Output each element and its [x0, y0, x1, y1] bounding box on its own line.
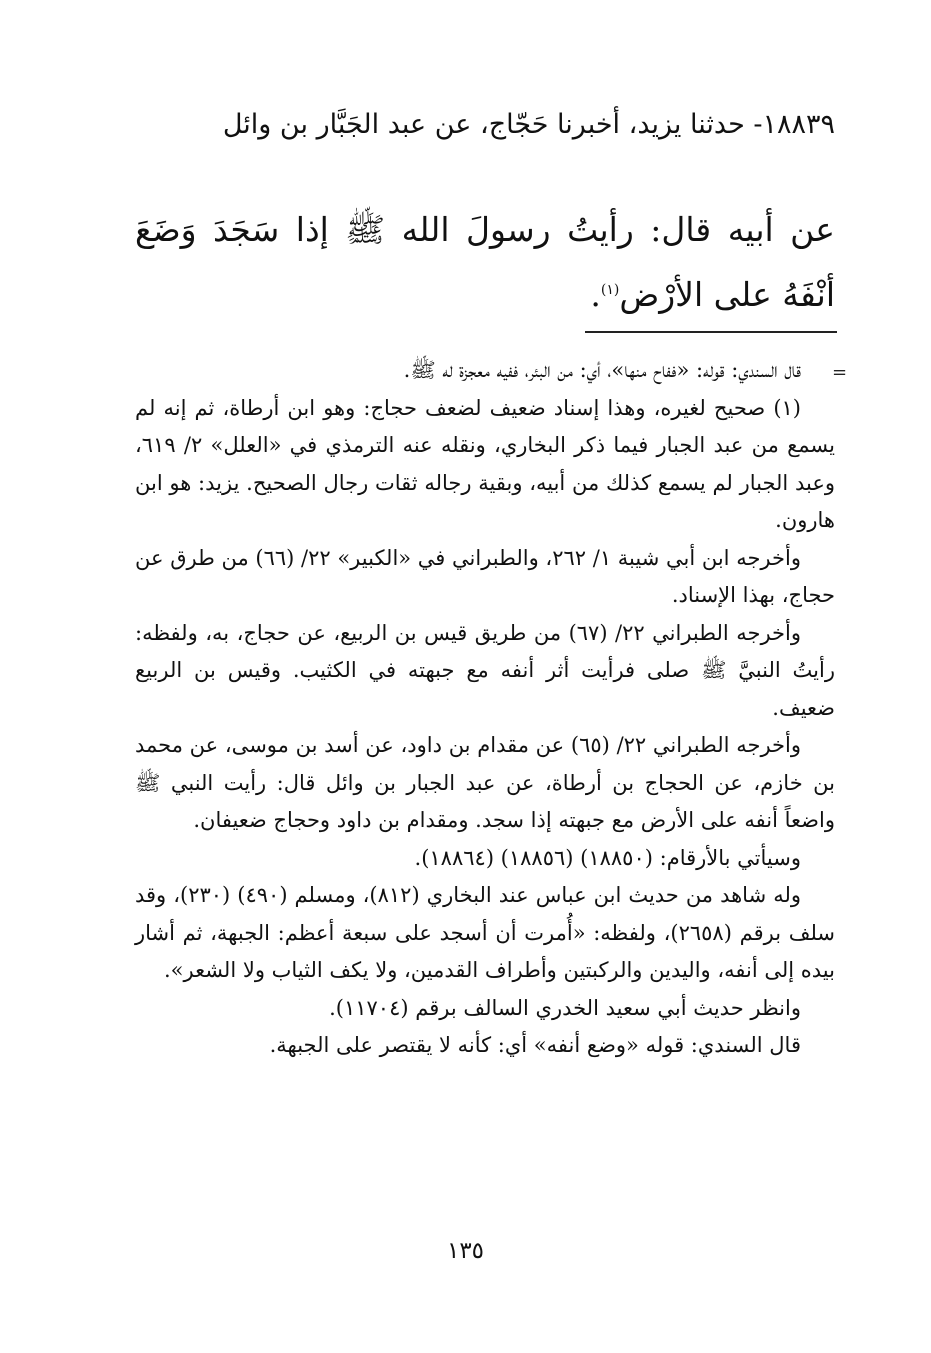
- footnote-separator: [585, 331, 837, 333]
- footnote-1: (١) صحيح لغيره، وهذا إسناد ضعيف لضعف حجاج: وهو ابن أرطاة، ثم إنه لم يسمع من عبد الجبار فيما ذكر البخاري، ونقله عنه الترمذي في «العلل» ٢/ ٦١٩، وعبد الجبار لم يسمع كذلك من أبيه، وبقية رجاله ثقات رجال الصحيح. يزيد: هو ابن هارون.: [135, 395, 835, 532]
- hadith-chain: ١٨٨٣٩- حدثنا يزيد، أخبرنا حَجّاج، عن عبد الجَبَّار بن وائل: [222, 109, 835, 140]
- footnote-para: وانظر حديث أبي سعيد الخدري السالف برقم (١١٧٠٤).: [329, 995, 801, 1020]
- page-number: ١٣٥: [446, 1238, 485, 1264]
- footnote-para: قال السندي: قوله «وضع أنفه» أي: كأنه لا يقتصر على الجبهة.: [269, 1033, 801, 1057]
- footnote-para: وله شاهد من حديث ابن عباس عند البخاري (٨١٢)، ومسلم (٤٩٠) (٢٣٠)، وقد سلف برقم (٢٦٥٨)، ولفظه: «أُمرت أن أسجد على سبعة أعظم: الجبهة، ثم أشار بيده إلى أنفه، واليدين والركبتين وأطراف القدمين، ولا يكف الثياب ولا الشعر».: [135, 883, 835, 982]
- footnotes: [135, 352, 835, 1065]
- hadith-text: عن أبيه قال: رأيتُ رسولَ الله ﷺ إذا سَجَدَ وَضَعَ أنْفَهُ على الأرْض: [135, 210, 835, 314]
- footnote-para: وأخرجه ابن أبي شيبة ١/ ٢٦٢، والطبراني في «الكبير» ٢٢/ (٦٦) من طرق عن حجاج، بهذا الإسناد.: [135, 545, 835, 607]
- footnote-para: وأخرجه الطبراني ٢٢/ (٦٥) عن مقدام بن داود، عن أسد بن موسى، عن محمد بن خازم، عن الحجاج بن أرطاة، عن عبد الجبار بن وائل قال: رأيت النبي ﷺ واضعاً أنفه على الأرض مع جبهته إذا سجد. ومقدام بن داود وحجاج ضعيفان.: [135, 733, 835, 832]
- footnote-para: وسيأتي بالأرقام: (١٨٨٥٠) (١٨٨٥٦) (١٨٨٦٤).: [414, 845, 801, 870]
- footnote-sindi-prev: قال السندي: قوله: «ففاح منها»، أي: من البئر، ففيه معجزة له ﷺ.: [403, 358, 801, 382]
- hadith-end: .: [590, 275, 601, 314]
- continuation-mark: =: [832, 362, 848, 383]
- footnote-para: وأخرجه الطبراني ٢٢/ (٦٧) من طريق قيس بن الربيع، عن حجاج، به، ولفظه: رأيتُ النبيَّ ﷺ صلى فرأيت أثر أنفه مع جبهته في الكثيب. وقيس بن الربيع ضعيف.: [135, 620, 835, 720]
- hadith-text-block: [135, 200, 835, 325]
- footnote-marker: (١): [600, 282, 620, 298]
